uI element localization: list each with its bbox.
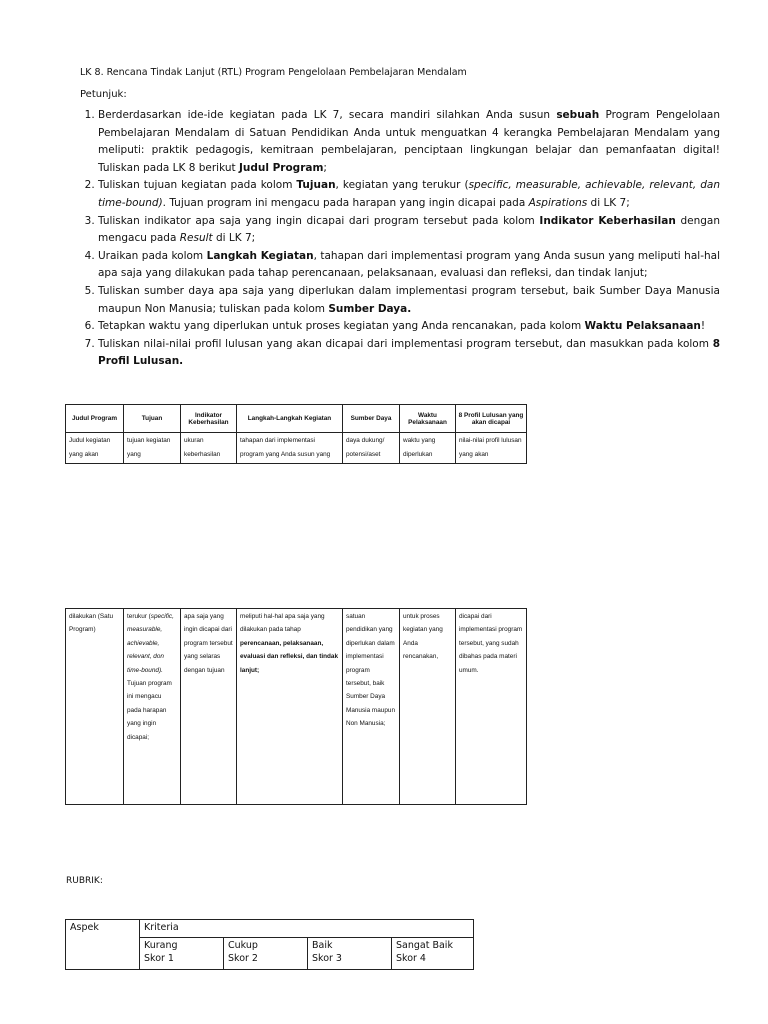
instruction-item	[98, 283, 720, 318]
table-cell[interactable]	[66, 609, 124, 805]
level-skor: Skor 3	[312, 953, 342, 965]
instruction-list	[80, 107, 720, 371]
level-name: Kurang	[144, 939, 178, 951]
header-waktu: Waktu Pelaksanaan	[400, 405, 456, 433]
text-run: Tujuan program ini mengacu pada harapan yang ingin dicapai;	[127, 680, 172, 741]
table-header-row	[66, 405, 527, 433]
text-run: dilakukan (Satu Program)	[69, 613, 114, 634]
header-profil-lulusan: 8 Profil Lulusan yang akan dicapai	[456, 405, 527, 433]
text-run: Tuliskan nilai-nilai profil lulusan yang akan dicapai dari implementasi program tersebut, dan masukkan pada kolom	[98, 337, 713, 350]
text-run: di LK 7;	[212, 232, 256, 245]
text-run: di LK 7;	[587, 196, 630, 209]
text-run: ;	[323, 161, 327, 174]
document-title: LK 8. Rencana Tindak Lanjut (RTL) Program Pengelolaan Pembelajaran Mendalam	[80, 67, 467, 78]
text-run: Tuliskan indikator apa saja yang ingin dicapai dari program tersebut pada kolom	[98, 214, 540, 227]
petunjuk-label: Petunjuk:	[80, 89, 127, 100]
table-cell[interactable]: waktu yang diperlukan	[400, 433, 456, 464]
text-run: Waktu Pelaksanaan	[584, 320, 701, 333]
rubrik-level-cukup	[224, 937, 308, 969]
rubrik-aspek-header: Aspek	[66, 920, 140, 970]
text-run: dicapai dari implementasi program tersebut, yang sudah dibahas pada materi umum.	[459, 613, 523, 674]
level-skor: Skor 1	[144, 953, 174, 965]
table-row	[66, 609, 527, 805]
text-run: terukur (	[127, 613, 151, 620]
instruction-item	[98, 248, 720, 283]
text-run: Tuliskan tujuan kegiatan pada kolom	[98, 179, 297, 192]
header-tujuan: Tujuan	[124, 405, 181, 433]
text-run: !	[700, 320, 706, 333]
table-cell[interactable]: tujuan kegiatan yang	[124, 433, 181, 464]
text-run: Berderdasarkan ide-ide kegiatan pada LK 7, secara mandiri silahkan Anda susun	[98, 109, 557, 121]
level-skor: Skor 2	[228, 953, 258, 965]
table-cell[interactable]	[124, 609, 181, 805]
text-run: specific, measurable, achievable, relevant, dan time-bound)	[98, 179, 720, 209]
text-run: perencanaan, pelaksanaan, evaluasi dan refleksi, dan tindak lanjut;	[240, 639, 339, 674]
table-cell[interactable]	[343, 609, 400, 805]
text-run: Uraikan pada kolom	[98, 249, 207, 262]
table-row	[66, 433, 527, 464]
table-cell[interactable]	[456, 609, 527, 805]
text-run: Indikator Keberhasilan	[539, 214, 676, 227]
text-run: Sumber Daya.	[328, 302, 412, 315]
text-run: specific, measurable, achievable, relevant, don time-bound).	[127, 613, 174, 674]
header-sumber-daya: Sumber Daya	[343, 405, 400, 433]
instruction-item	[98, 336, 720, 371]
text-run: Tetapkan waktu yang diperlukan untuk proses kegiatan yang Anda rencanakan, pada kolom	[98, 320, 585, 333]
text-run: satuan pendidikan yang diperlukan dalam implementasi program tersebut, baik Sumber Daya Manusia maupun Non Manusia;	[346, 613, 396, 728]
text-run: Result	[179, 232, 213, 245]
text-run: Aspirations	[528, 196, 588, 209]
text-run: , tahapan dari implementasi program yang Anda susun yang meliputi hal-hal apa saja yang dilakukan pada tahap perencanaan, pelaksanaan, evaluasi dan refleksi, dan tindak lanjut;	[98, 249, 720, 280]
text-run: . Tujuan program ini mengacu pada harapan yang ingin dicapai pada	[162, 196, 529, 209]
header-judul-program: Judul Program	[66, 405, 124, 433]
rubrik-level-sangat-baik	[392, 937, 474, 969]
text-run: dengan mengacu pada	[98, 214, 720, 245]
text-run: Judul Program	[238, 161, 324, 174]
text-run: apa saja yang ingin dicapai dari program tersebut yang selaras dengan tujuan	[184, 613, 233, 674]
level-skor: Skor 4	[396, 953, 426, 965]
rubrik-level-baik	[308, 937, 392, 969]
instruction-item	[98, 177, 720, 212]
text-run: meliputi hal-hal apa saja yang dilakukan pada tahap	[240, 613, 325, 634]
instruction-item	[98, 107, 720, 177]
table-cell[interactable]: daya dukung/ potensi/aset	[343, 433, 400, 464]
text-run: Program Pengelolaan Pembelajaran Mendalam di Satuan Pendidikan Anda untuk menguatkan 4 kerangka Pembelajaran Mendalam yang meliputi: praktik pedagogis, kemitraan pembelajaran, penciptaan lingkungan belajar dan pemanfaatan digital! Tuliskan pada LK 8 berikut	[98, 109, 720, 174]
header-indikator: Indikator Keberhasilan	[181, 405, 237, 433]
rtl-table-top	[65, 404, 527, 464]
rubrik-table	[65, 919, 474, 970]
level-name: Cukup	[228, 939, 258, 951]
rubrik-label: RUBRIK:	[66, 876, 103, 886]
text-run: Tujuan	[296, 179, 336, 192]
rubrik-kriteria-header: Kriteria	[140, 920, 474, 938]
table-cell[interactable]: nilai-nilai profil lulusan yang akan	[456, 433, 527, 464]
text-run: 8 Profil Lulusan.	[98, 337, 720, 368]
text-run: , kegiatan yang terukur (	[335, 179, 469, 192]
table-cell[interactable]	[400, 609, 456, 805]
text-run: Langkah Kegiatan	[206, 249, 314, 262]
instruction-item	[98, 213, 720, 248]
table-cell[interactable]: tahapan dari implementasi program yang Anda susun yang	[237, 433, 343, 464]
rubrik-level-kurang	[140, 937, 224, 969]
text-run: Tuliskan sumber daya apa saja yang diperlukan dalam implementasi program tersebut, baik Sumber Daya Manusia maupun Non Manusia; tuliskan pada kolom	[98, 284, 720, 315]
text-run: sebuah	[556, 109, 600, 121]
table-cell[interactable]: ukuran keberhasilan	[181, 433, 237, 464]
table-cell[interactable]: Judul kegiatan yang akan	[66, 433, 124, 464]
text-run: untuk proses kegiatan yang Anda rencanakan,	[403, 613, 443, 661]
level-name: Sangat Baik	[396, 939, 453, 951]
instruction-item	[98, 318, 720, 336]
rtl-table-bottom	[65, 608, 527, 805]
table-cell[interactable]	[237, 609, 343, 805]
table-cell[interactable]	[181, 609, 237, 805]
header-langkah: Langkah-Langkah Kegiatan	[237, 405, 343, 433]
level-name: Baik	[312, 939, 333, 951]
